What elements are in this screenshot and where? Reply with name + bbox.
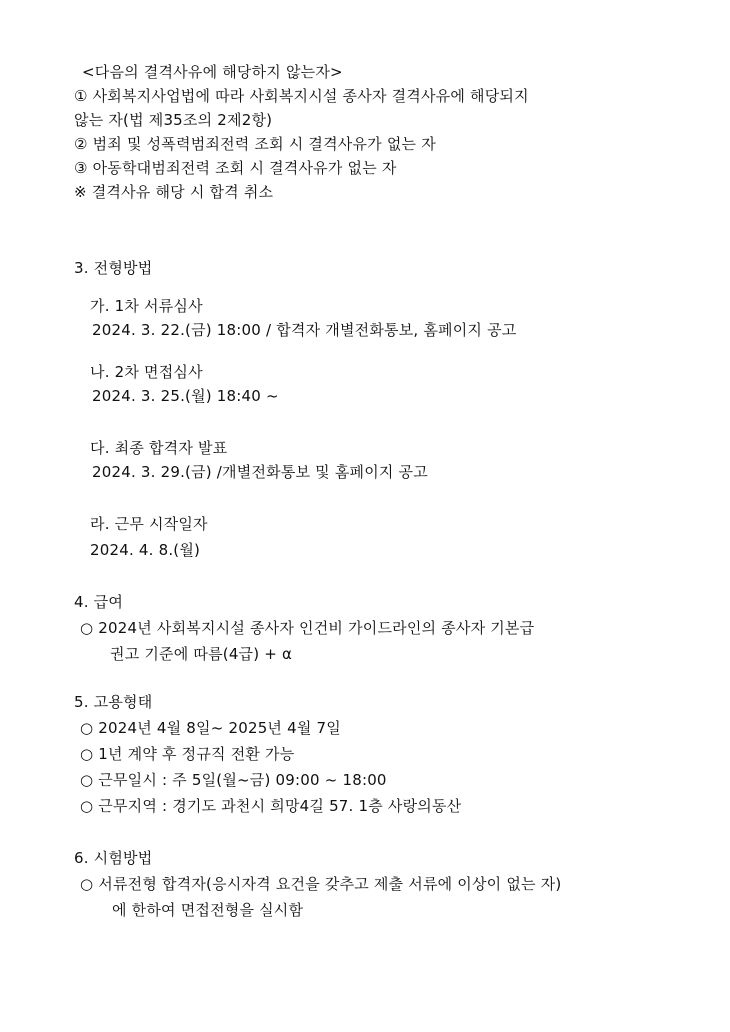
employment-item-2: ○ 1년 계약 후 정규직 전환 가능: [80, 745, 295, 763]
step-3-detail: 2024. 3. 29.(금) /개별전화통보 및 홈페이지 공고: [92, 463, 428, 481]
disqualification-header: <다음의 결격사유에 해당하지 않는자>: [82, 63, 343, 81]
section-5-title: 5. 고용형태: [74, 693, 153, 711]
disqualification-item-2: ② 범죄 및 성폭력범죄전력 조회 시 결격사유가 없는 자: [74, 135, 436, 153]
employment-item-4: ○ 근무지역 : 경기도 과천시 희망4길 57. 1층 사랑의동산: [80, 797, 462, 815]
disqualification-item-1: ① 사회복지사업법에 따라 사회복지시설 종사자 결격사유에 해당되지: [74, 87, 529, 105]
exam-method-line-1: ○ 서류전형 합격자(응시자격 요건을 갖추고 제출 서류에 이상이 없는 자): [80, 875, 562, 893]
disqualification-item-3: ③ 아동학대범죄전력 조회 시 결격사유가 없는 자: [74, 159, 397, 177]
salary-line-2: 권고 기준에 따름(4급) + α: [110, 645, 293, 663]
step-4-detail: 2024. 4. 8.(월): [90, 541, 201, 559]
disqualification-note: ※ 결격사유 해당 시 합격 취소: [74, 183, 274, 201]
section-3-title: 3. 전형방법: [74, 259, 153, 277]
step-2-detail: 2024. 3. 25.(월) 18:40 ~: [92, 387, 279, 405]
step-4-label: 라. 근무 시작일자: [90, 515, 208, 533]
step-2-label: 나. 2차 면접심사: [90, 363, 203, 381]
salary-line-1: ○ 2024년 사회복지시설 종사자 인건비 가이드라인의 종사자 기본급: [80, 619, 535, 637]
exam-method-line-2: 에 한하여 면접전형을 실시함: [112, 901, 304, 919]
section-4-title: 4. 급여: [74, 593, 124, 611]
section-6-title: 6. 시험방법: [74, 849, 153, 867]
step-3-label: 다. 최종 합격자 발표: [90, 439, 228, 457]
employment-item-1: ○ 2024년 4월 8일~ 2025년 4월 7일: [80, 719, 341, 737]
step-1-label: 가. 1차 서류심사: [90, 297, 203, 315]
step-1-detail: 2024. 3. 22.(금) 18:00 / 합격자 개별전화통보, 홈페이지 공고: [92, 321, 517, 339]
disqualification-item-1-continued: 않는 자(법 제35조의 2제2항): [74, 111, 273, 129]
employment-item-3: ○ 근무일시 : 주 5일(월~금) 09:00 ~ 18:00: [80, 771, 387, 789]
